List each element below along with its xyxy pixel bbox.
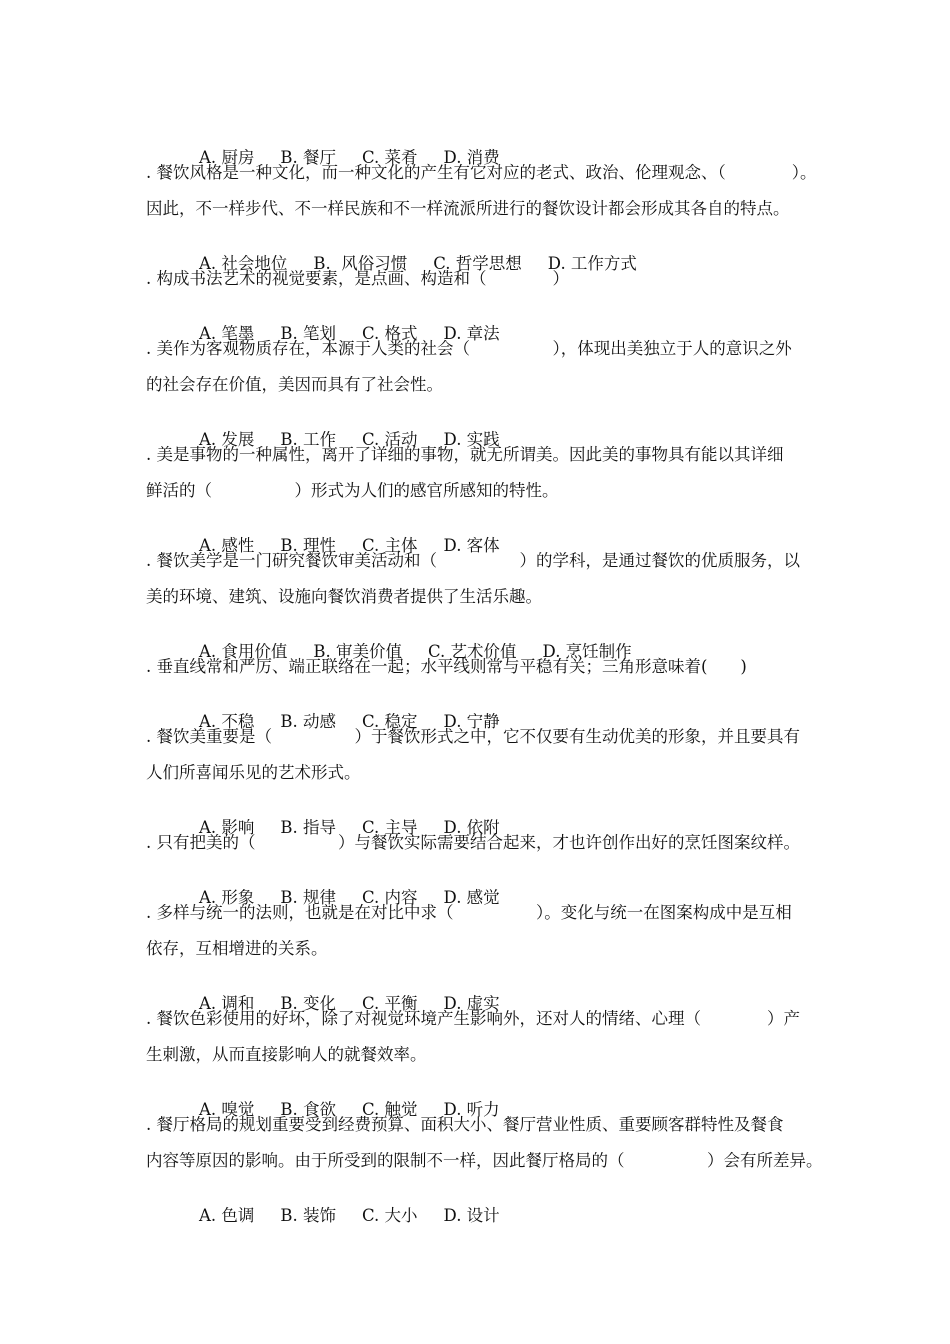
question-text: . 垂直线常和严厉、端正联络在一起；水平线则常与平稳有关；三角形意味着( ) [146, 657, 747, 676]
option: D. 虚实 [443, 994, 500, 1013]
option: A. 社会地位 [198, 254, 288, 273]
option: D. 实践 [443, 430, 500, 449]
option: B. 食欲 [280, 1100, 337, 1119]
option: A. 笔墨 [198, 324, 255, 343]
option: B. 理性 [280, 536, 337, 555]
option: C. 格式 [362, 324, 418, 343]
option: C. 内容 [362, 888, 418, 907]
option: B. 工作 [280, 430, 337, 449]
question-text: . 美作为客观物质存在，本源于人类的社会（ ），体现出美独立于人的意识之外 [146, 339, 792, 358]
question-text: 人们所喜闻乐见的艺术形式。 [146, 763, 361, 782]
option: A. 感性 [198, 536, 255, 555]
question-text: . 餐饮美重要是（ ）于餐饮形式之中，它不仅要有生动优美的形象，并且要具有 [146, 727, 800, 746]
option: D. 烹饪制作 [542, 642, 632, 661]
option: A. 色调 [198, 1206, 255, 1225]
question-text: 生刺激，从而直接影响人的就餐效率。 [146, 1045, 427, 1064]
question-text: . 餐饮风格是一种文化，而一种文化的产生有它对应的老式、政治、伦理观念、（ ）。 [146, 163, 817, 182]
question-text: . 餐饮色彩使用的好坏，除了对视觉环境产生影响外，还对人的情绪、心理（ ）产 [146, 1009, 800, 1028]
option: A. 嗅觉 [198, 1100, 255, 1119]
question-text: . 多样与统一的法则，也就是在对比中求（ ）。变化与统一在图案构成中是互相 [146, 903, 792, 922]
options-row [178, 1186, 526, 1246]
option: D. 宁静 [443, 712, 500, 731]
option: D. 依附 [443, 818, 500, 837]
option: D. 感觉 [443, 888, 500, 907]
question-text: . 餐厅格局的规划重要受到经费预算、面积大小、餐厅营业性质、重要顾客群特性及餐食 [146, 1115, 784, 1134]
question-text: 依存，互相增进的关系。 [146, 939, 328, 958]
option: A. 形象 [198, 888, 255, 907]
option: C. 主体 [362, 536, 418, 555]
option: D. 消费 [443, 148, 500, 167]
option: C. 艺术价值 [428, 642, 517, 661]
option: A. 影响 [198, 818, 255, 837]
question-text: 内容等原因的影响。由于所受到的限制不一样，因此餐厅格局的（ ）会有所差异。 [146, 1151, 823, 1170]
option: D. 设计 [443, 1206, 500, 1225]
option: B. 规律 [280, 888, 337, 907]
option: C. 哲学思想 [433, 254, 522, 273]
option: B. 笔划 [280, 324, 337, 343]
option: C. 触觉 [362, 1100, 418, 1119]
option: A. 不稳 [198, 712, 255, 731]
option: A. 食用价值 [198, 642, 288, 661]
option: D. 听力 [443, 1100, 500, 1119]
option: B. 变化 [280, 994, 337, 1013]
option: C. 平衡 [362, 994, 418, 1013]
option: C. 活动 [362, 430, 418, 449]
option: B. 餐厅 [280, 148, 337, 167]
option: D. 工作方式 [547, 254, 637, 273]
question-text: 鲜活的（ ）形式为人们的感官所感知的特性。 [146, 481, 559, 500]
question-text: . 构成书法艺术的视觉要素，是点画、构造和（ ） [146, 269, 569, 288]
option: A. 发展 [198, 430, 255, 449]
option: C. 大小 [362, 1206, 418, 1225]
question-text: 的社会存在价值，美因而具有了社会性。 [146, 375, 443, 394]
option: B. 动感 [280, 712, 337, 731]
option: C. 主导 [362, 818, 418, 837]
question-text: 美的环境、建筑、设施向餐饮消费者提供了生活乐趣。 [146, 587, 542, 606]
question-text: . 只有把美的（ ）与餐饮实际需要结合起来，才也许创作出好的烹饪图案纹样。 [146, 833, 800, 852]
option: B. 装饰 [280, 1206, 337, 1225]
question-text: . 餐饮美学是一门研究餐饮审美活动和（ ）的学科，是通过餐饮的优质服务，以 [146, 551, 800, 570]
option: C. 稳定 [362, 712, 418, 731]
option: D. 章法 [443, 324, 500, 343]
question-text: 因此，不一样步代、不一样民族和不一样流派所进行的餐饮设计都会形成其各自的特点。 [146, 199, 790, 218]
option: B. 审美价值 [313, 642, 403, 661]
option: B. 风俗习惯 [313, 254, 408, 273]
question-text: . 美是事物的一种属性，离开了详细的事物，就无所谓美。因此美的事物具有能以其详细 [146, 445, 784, 464]
option: D. 客体 [443, 536, 500, 555]
option: A. 调和 [198, 994, 255, 1013]
option: B. 指导 [280, 818, 337, 837]
option: C. 菜肴 [362, 148, 418, 167]
option: A. 厨房 [198, 148, 255, 167]
